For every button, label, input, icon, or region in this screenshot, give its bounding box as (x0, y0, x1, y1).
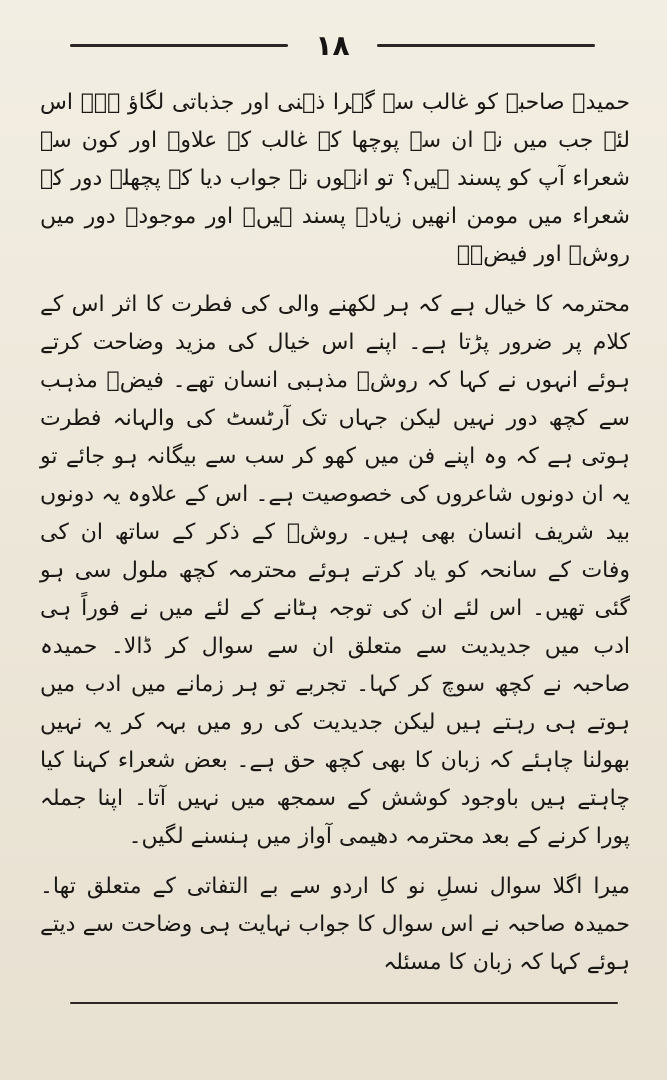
page-number: ١٨ (315, 29, 350, 62)
header-rule-right (377, 44, 595, 47)
footer-rule (70, 1002, 618, 1004)
paragraph-3: میرا اگلا سوال نسلِ نو کا اردو سے بے التفاتی کے متعلق تھا۔ حمیدہ صاحبہ نے اس سوال کا جواب نہایت ہی وضاحت سے دیتے ہوئے کہا کہ زبان کا مسئلہ (40, 874, 630, 975)
paragraph-2: محترمہ کا خیال ہے کہ ہر لکھنے والی کی فطرت کا اثر اس کے کلام پر ضرور پڑتا ہے۔ اپنے اس خیال کی مزید وضاحت کرتے ہوئے انہوں نے کہا کہ روشؔ مذہبی انسان تھے۔ فیضؔ مذہب سے کچھ دور نہیں لیکن جہاں تک آرٹسٹ کی والہانہ فطرت ہوتی ہے کہ وہ اپنے فن میں کھو کر سب سے بیگانہ ہو جائے تو یہ ان دونوں شاعروں کی خصوصیت ہے۔ اس کے علاوہ یہ دونوں بید شریف انسان بھی ہیں۔ روشؔ کے ذکر کے ساتھ ان کی وفات کے سانحہ کو یاد کرتے ہوئے محترمہ کچھ ملول سی ہو گئی تھیں۔ اس لئے ان کی توجہ ہٹانے کے لئے میں نے فوراً ہی ادب میں جدیدیت سے متعلق ان سے سوال کر ڈالا۔ حمیدہ صاحبہ نے کچھ سوچ کر کہا۔ تجربے تو ہر زمانے میں ادب میں ہوتے ہی رہتے ہیں لیکن جدیدیت کی رو میں بہہ کر یہ نہیں بھولنا چاہئے کہ زبان کا بھی کچھ حق ہے۔ بعض شعراء کہنا کیا چاہتے ہیں باوجود کوشش کے سمجھ میں نہیں آتا۔ اپنا جملہ پورا کرنے کے بعد محترمہ دھیمی آواز میں ہنسنے لگیں۔ (40, 292, 630, 849)
page-header (70, 28, 595, 68)
page-body (40, 84, 630, 994)
paragraph-1: حمیدہ صاحبہ کو غالب سے گہرا ذہنی اور جذباتی لگاؤ ہے۔ اس لئے جب میں نے ان سے پوچھا کہ غالب کے علاوہ اور کون سے شعراء آپ کو پسند ہیں؟ تو انہوں نے جواب دیا کہ پچھلے دور کے شعراء میں مومن انھیں زیادہ پسند ہیں۔ اور موجودہ دور میں روشؔ اور فیضؔ۔ (40, 90, 630, 267)
header-rule-left (70, 44, 288, 47)
